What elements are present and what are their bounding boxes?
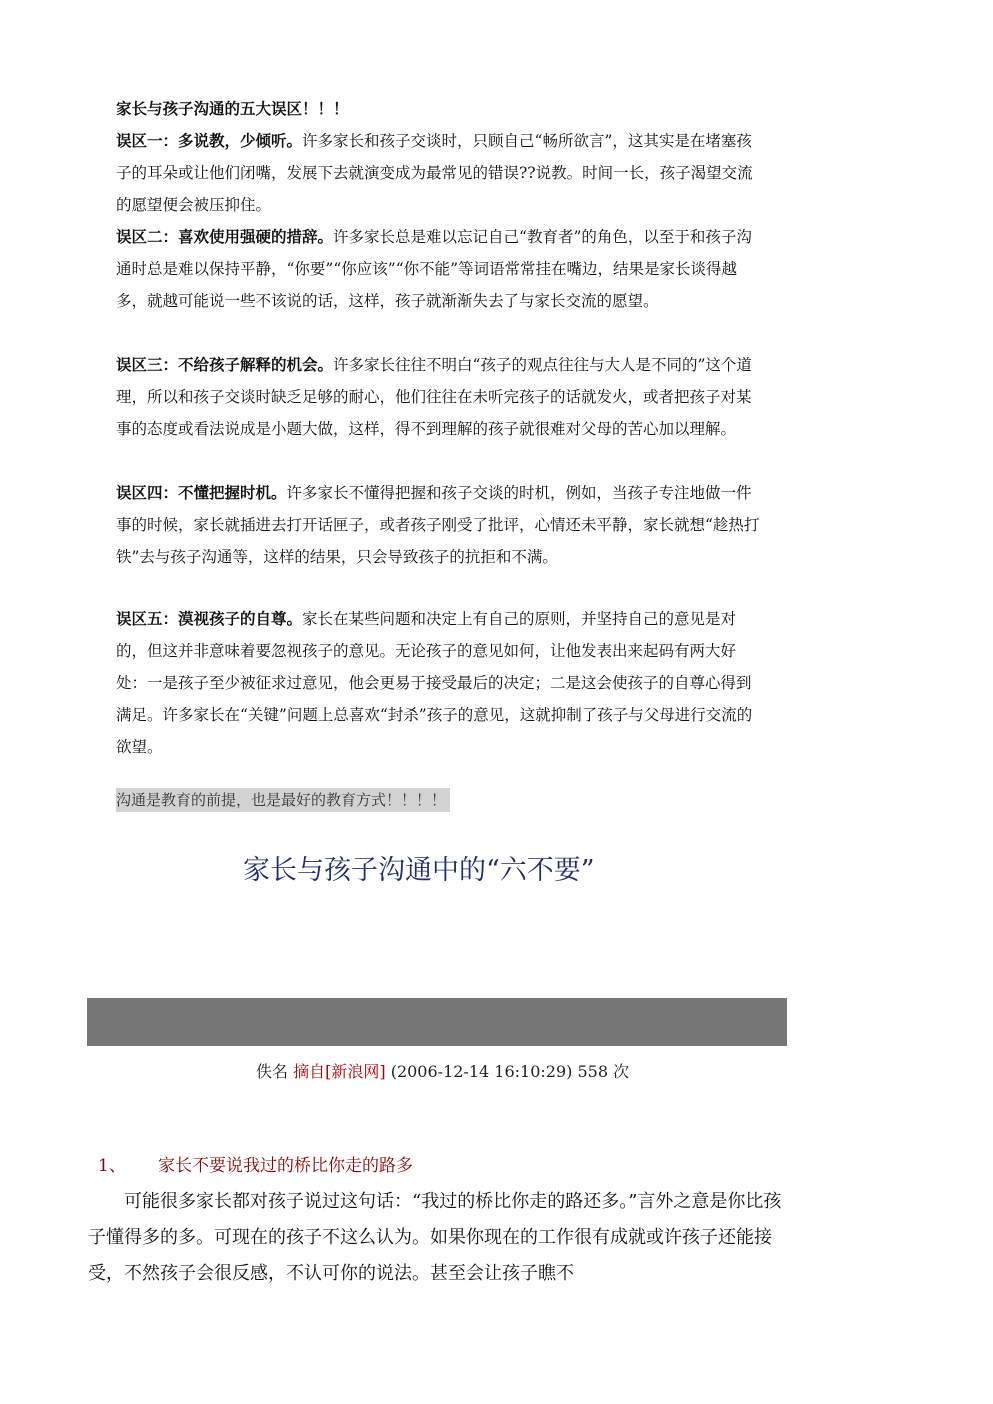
mistake-4-text: 许多家长不懂得把握和孩子交谈的时机，例如，当孩子专注地做一件事的时候，家长就插进去打开话匣子，或者孩子刚受了批评，心情还未平静，家长就想“趁热打铁”去与孩子沟通等，这样的结果，只会导致孩子的抗拒和不满。 [116, 484, 760, 566]
highlighted-conclusion: 沟通是教育的前提，也是最好的教育方式！！！！ [116, 788, 450, 812]
section-1-text: 可能很多家长都对孩子说过这句话：“我过的桥比你走的路还多。”言外之意是你比孩子懂得多的多。可现在的孩子不这么认为。如果你现在的工作很有成就或许孩子还能接受，不然孩子会很反感，不认可你的说法。甚至会让孩子瞧不 [88, 1191, 782, 1284]
mistake-3-heading: 误区三：不给孩子解释的机会。 [116, 355, 334, 374]
author: 佚名 [256, 1062, 289, 1081]
mistake-5-heading: 误区五：漠视孩子的自尊。 [116, 609, 303, 628]
source-link[interactable]: 摘自[新浪网] [293, 1062, 386, 1081]
section-1-heading [98, 1151, 413, 1176]
mistake-2-text: 许多家长总是难以忘记自己“教育者”的角色，以至于和孩子沟通时总是难以保持平静，“你要”“你应该”“你不能”等词语常常挂在嘴边，结果是家长谈得越多，就越可能说一些不该说的话，这样，孩子就渐渐失去了与家长交流的愿望。 [116, 228, 752, 310]
article-meta [256, 1059, 629, 1082]
mistake-5-text: 家长在某些问题和决定上有自己的原则，并坚持自己的意见是对的，但这并非意味着要忽视孩子的意见。无论孩子的意见如何，让他发表出来起码有两大好处：一是孩子至少被征求过意见，他会更易于接受最后的决定；二是这会使孩子的自尊心得到满足。许多家长在“关键”问题上总喜欢“封杀”孩子的意见，这就抑制了孩子与父母进行交流的欲望。 [116, 610, 753, 756]
date-views: (2006-12-14 16:10:29) 558 次 [390, 1062, 630, 1081]
mistake-1-text: 许多家长和孩子交谈时，只顾自己“畅所欲言”，这其实是在堵塞孩子的耳朵或让他们闭嘴，发展下去就演变成为最常见的错误??说教。时间一长，孩子渴望交流的愿望便会被压抑住。 [116, 132, 753, 214]
mistake-4 [116, 477, 766, 573]
section-title: 家长不要说我过的桥比你走的路多 [158, 1156, 413, 1176]
mistake-2 [116, 221, 766, 317]
gray-banner [87, 998, 787, 1046]
mistake-1 [116, 125, 766, 221]
section-number: 1、 [98, 1156, 126, 1176]
mistake-2-heading: 误区二：喜欢使用强硬的措辞。 [116, 227, 334, 246]
mistake-3 [116, 349, 766, 445]
article1-title: 家长与孩子沟通的五大误区！！！ [116, 99, 349, 118]
mistake-3-text: 许多家长往往不明白“孩子的观点往往与大人是不同的”这个道理，所以和孩子交谈时缺乏足够的耐心，他们往往在未听完孩子的话就发火，或者把孩子对某事的态度或看法说成是小题大做，这样，得不到理解的孩子就很难对父母的苦心加以理解。 [116, 356, 752, 438]
mistake-4-heading: 误区四：不懂把握时机。 [116, 483, 287, 502]
section-1-body [88, 1184, 788, 1292]
mistake-5 [116, 603, 766, 763]
mistake-1-heading: 误区一：多说教，少倾听。 [116, 131, 303, 150]
article2-title: 家长与孩子沟通中的“六不要” [243, 855, 595, 886]
